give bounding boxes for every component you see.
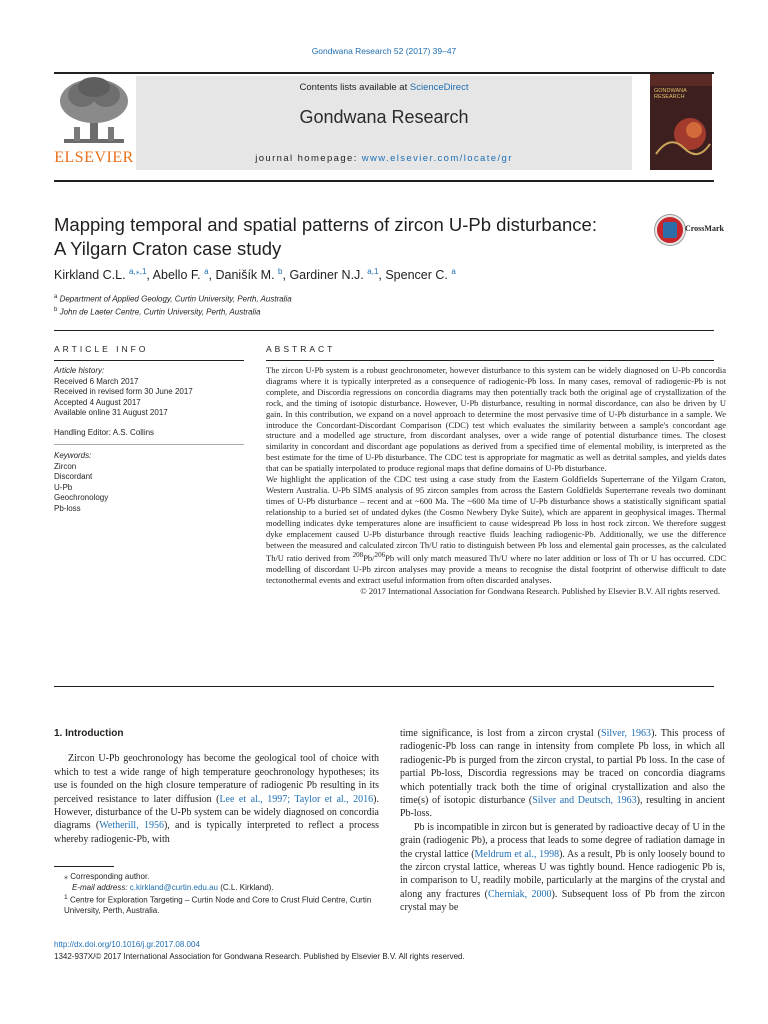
citation-link[interactable]: Silver, 1963 — [601, 728, 652, 739]
isotope-superscript: 206 — [374, 551, 386, 560]
crossmark-bookmark-icon — [663, 222, 677, 238]
author-name: Abello F. — [152, 268, 201, 283]
journal-reference-link[interactable]: Gondwana Research 52 (2017) 39–47 — [311, 46, 457, 56]
abstract-heading-rule — [266, 360, 714, 361]
history-received: Received 6 March 2017 — [54, 376, 139, 386]
author-affiliation-marker[interactable]: a — [204, 267, 209, 276]
author-3[interactable] — [216, 268, 283, 282]
intro-paragraph-1 — [54, 752, 379, 846]
footnotes — [54, 872, 382, 917]
intro-paragraph-2 — [400, 821, 725, 915]
body-column-right — [400, 727, 725, 915]
author-list — [54, 267, 654, 282]
body-text: time significance, is lost from a zircon crystal ( — [400, 728, 602, 739]
footnote-email — [54, 883, 382, 894]
author-name: Danišík M. — [215, 268, 275, 283]
abstract-text: We highlight the application of the CDC test using a case study from the Eastern Goldfields Superterrane of the Yilgarn Craton, Western Australia. U-Pb SIMS analysis of 95 zircon samples from across the Eastern Goldfields Superterrane reveals two dominant times of U-Pb disturbance – recent and at ~600 Ma. The ~600 Ma time of U-Pb disturbance shows a statistically significant spatial relationship to a buried set of undated dykes (the Cosmo Newbery Dyke Suite), which are apparent in geophysical images. Thermal modelling indicates dyke temperatures alone are insufficient to cause widespread Pb loss in host rock zircon. We therefore suggest dyke emplacement caused U-Pb disturbance through reactive fluids leaching radiogenic-Pb. Additionally, we use the difference between the measured and calculated zircon Th/U ratio to distinguish between Pb loss and elemental gain processes, as the calculated Th/U ratio derived from — [266, 474, 726, 564]
body-text: Pb is incompatible in zircon but is generated by radioactive decay of U in the grain (radiogenic Pb), a process that leads to some degree of radiation damage in the crystal lattice ( — [400, 821, 725, 860]
author-1[interactable] — [54, 268, 146, 282]
journal-masthead — [136, 76, 632, 170]
article-info-heading-rule — [54, 360, 244, 361]
abstract-paragraph-1: The zircon U-Pb system is a robust geochronometer, however disturbance to this system can be widely diagnosed on U-Pb concordia diagrams where it is typically interpreted as a consequence of radiogenic-Pb loss. In many cases, removal of radiogenic-Pb is not complete, and Discordia regressions on concordia diagrams may then potentially track both the original age of crystallization of the rock, and the timing of isotopic disturbance. However, U-Pb disturbance, resulting in normal discordance, can also be driven by U gain. In this contribution, we expand on a novel approach to determine the most pervasive time of U-Pb disturbance in a sample. We introduce the Concordant-Discordant Comparison (CDC) test which evaluates the similarity between a sample's concordant age structure and a modelled age structure, from discordant analyses, over a wide range of potential disturbance times. The closest similarity in concordant and discordant age populations as derived from a specified time of elemental mobility, is interpreted as the best estimate for the time of U-Pb disturbance. The CDC test is appropriate for magmatic as well as detrital samples, and yields dates that can be spatially interpolated to produce regional maps that define domains of U-Pb disturbance. — [266, 365, 726, 474]
footnote-text: Centre for Exploration Targeting – Curtin Node and Core to Crust Fluid Centre, Curtin University, Perth, Australia. — [64, 895, 372, 916]
author-5[interactable] — [385, 268, 455, 282]
keyword-item: Pb-loss — [54, 503, 81, 513]
affiliation-key: a — [54, 294, 58, 300]
author-email-link[interactable]: c.kirkland@curtin.edu.au — [129, 882, 218, 892]
abstract-text: Pb/ — [363, 553, 375, 564]
elsevier-logo[interactable] — [54, 75, 134, 167]
keyword-item: U-Pb — [54, 482, 73, 492]
footnote-rule — [54, 866, 114, 867]
citation-link[interactable]: Lee et al., 1997; Taylor et al., 2016 — [219, 793, 374, 805]
footnote-mark: 1 — [64, 894, 68, 901]
keywords-label: Keywords: — [54, 451, 92, 460]
crossmark-label: CrossMark — [685, 224, 724, 233]
keyword-item: Zircon — [54, 461, 77, 471]
body-text: ), and is typically interpreted to reflect a process whereby radiogenic-Pb, with — [54, 820, 379, 845]
article-info-panel — [54, 366, 244, 514]
history-accepted: Accepted 4 August 2017 — [54, 397, 141, 407]
footnote-text: (C.L. Kirkland). — [217, 882, 274, 892]
footnote-mark: ⁎ — [64, 872, 68, 881]
sciencedirect-link[interactable]: ScienceDirect — [409, 82, 469, 93]
author-4[interactable] — [289, 268, 378, 282]
author-separator: , — [146, 268, 153, 283]
abstract-body — [266, 365, 726, 597]
body-text: ). Subsequent loss of Pb from the zircon crystal may be — [400, 888, 725, 914]
isotope-superscript: 208 — [352, 551, 364, 560]
affiliation-a — [54, 292, 554, 305]
handling-editor: Handling Editor: A.S. Collins — [54, 427, 155, 437]
keyword-item: Geochronology — [54, 493, 109, 502]
article-title-line-1: Mapping temporal and spatial patterns of zircon U-Pb disturbance: — [54, 214, 597, 235]
contents-line — [136, 82, 632, 93]
issn-copyright-line: 1342-937X/© 2017 International Association for Gondwana Research. Published by Elsevier B.V. All rights reserved. — [54, 952, 465, 961]
citation-link[interactable]: Cherniak, 2000 — [488, 888, 552, 900]
body-text: ). As a result, Pb is only loosely bound to the zircon crystal lattice, whereas U was tightly bound. Hence radiogenic Pb is, in comparison to U, readily mobile, particularly at the margins of the crystal and along any fractures ( — [400, 848, 725, 900]
author-affiliation-marker[interactable]: a,1 — [367, 267, 379, 276]
abstract-copyright: © 2017 International Association for Gondwana Research. Published by Elsevier B.V. All rights reserved. — [360, 585, 720, 596]
article-info-top-rule — [54, 330, 714, 331]
elsevier-wordmark: ELSEVIER — [54, 149, 134, 166]
homepage-prefix: journal homepage: — [255, 153, 362, 164]
body-text: ). However, disturbance of the U-Pb system can be widely diagnosed on concordia diagrams ( — [54, 793, 379, 832]
abstract-heading: ABSTRACT — [266, 344, 336, 354]
info-separator — [54, 444, 244, 445]
section-heading-introduction: 1. Introduction — [54, 728, 124, 739]
history-label: Article history: — [54, 366, 105, 375]
author-2[interactable] — [153, 268, 209, 282]
journal-homepage-link[interactable]: www.elsevier.com/locate/gr — [361, 153, 513, 164]
abstract-paragraph-2 — [266, 474, 726, 586]
journal-name: Gondwana Research — [299, 107, 469, 127]
body-text: ). This process of radiogenic-Pb loss can range in intensity from complete Pb loss, in which all radiogenic-Pb is purged from the zircon crystal, to partial Pb loss. In the case of partial Pb-loss, Discordia regressions may be traced on concordia diagrams which potentially track both the time of original crystallization and also the time(s) of isotopic disturbance ( — [400, 728, 725, 807]
abstract-text: Pb will only match measured Th/U where no later addition or loss of Th or U has occurred. CDC modelling of discordant U-Pb zircon analyses may provide a means to recognise the distal footprint of otherwise difficult to date tectonothermal events and extract useful information from often discarded analyses. — [266, 553, 727, 586]
author-separator: , — [208, 268, 216, 283]
cover-title: GONDWANA RESEARCH — [654, 88, 687, 100]
article-info-heading: ARTICLE INFO — [54, 344, 149, 354]
footnote-text: Corresponding author. — [70, 872, 150, 881]
homepage-line — [136, 153, 632, 164]
crossmark-button[interactable] — [655, 215, 725, 245]
email-label: E-mail address: — [72, 882, 130, 892]
masthead-bottom-rule — [54, 180, 714, 182]
history-online: Available online 31 August 2017 — [54, 408, 168, 417]
author-affiliation-marker[interactable]: a — [451, 267, 456, 276]
author-name: Kirkland C.L. — [54, 268, 126, 283]
author-name: Spencer C. — [385, 268, 448, 283]
author-name: Gardiner N.J. — [289, 268, 364, 283]
affiliations — [54, 292, 554, 317]
history-revised: Received in revised form 30 June 2017 — [54, 387, 193, 396]
footnote-1 — [54, 893, 382, 917]
footnote-corresponding — [54, 872, 382, 883]
affiliation-key: b — [54, 306, 58, 313]
intro-paragraph-1-cont — [400, 727, 725, 821]
body-text: Zircon U-Pb geochronology has become the geological tool of choice with which to test a wide range of high temperature geochronology hypotheses; its use is founded on the high closure temperature of radiogenic Pb resulting in its perceived resistance to later diffusion ( — [54, 753, 379, 805]
citation-link[interactable]: Wetherill, 1956 — [99, 820, 164, 832]
abstract-end-rule — [54, 686, 714, 687]
citation-link[interactable]: Silver and Deutsch, 1963 — [532, 795, 637, 807]
article-title — [54, 213, 614, 261]
body-column-left — [54, 727, 379, 846]
keyword-item: Discordant — [54, 472, 93, 481]
author-affiliation-marker[interactable]: a,⁎,1 — [129, 267, 147, 276]
author-affiliation-marker[interactable]: b — [278, 267, 283, 276]
contents-prefix: Contents lists available at — [299, 82, 410, 93]
author-separator: , — [378, 268, 386, 283]
top-rule — [54, 72, 714, 74]
journal-cover-image[interactable] — [650, 74, 712, 170]
citation-link[interactable]: Meldrum et al., 1998 — [474, 848, 560, 860]
elsevier-tree-icon — [54, 75, 134, 147]
body-text: ), resulting in ancient Pb-loss. — [400, 795, 725, 820]
author-separator: , — [282, 268, 290, 283]
affiliation-text: John de Laeter Centre, Curtin University, Perth, Australia — [59, 307, 261, 317]
affiliation-b — [54, 305, 554, 318]
doi-link[interactable]: http://dx.doi.org/10.1016/j.gr.2017.08.004 — [54, 940, 200, 949]
affiliation-text: Department of Applied Geology, Curtin University, Perth, Australia — [59, 294, 292, 304]
article-title-line-2: A Yilgarn Craton case study — [54, 238, 282, 259]
crossmark-icon — [655, 215, 685, 245]
